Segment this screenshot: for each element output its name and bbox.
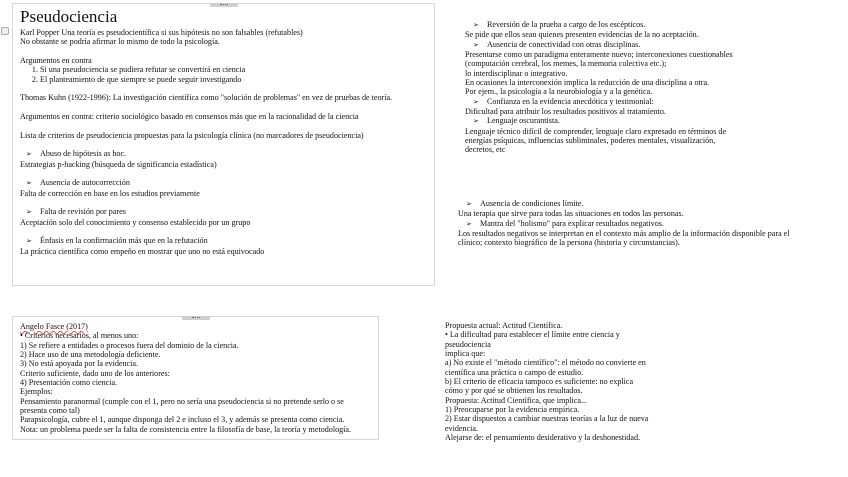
- arrow-bullet-icon: ➢: [473, 21, 479, 29]
- text-line: científica una práctica o campo de estudio.: [445, 367, 584, 377]
- note-boundary-conditions[interactable]: [458, 199, 838, 248]
- criterion-body: clínico; contexto biográfico de la persona (historia y circunstancias).: [458, 238, 680, 248]
- criterion-heading: ➢ Mantra del "holismo" para explicar resultados negativos.: [466, 218, 664, 228]
- container-drag-handle[interactable]: [210, 3, 238, 7]
- text-line: Criterio suficiente, dado uno de los anteriores:: [20, 368, 170, 378]
- criterion-body: Presentarse como un paradigma enteramente nuevo; interconexiones cuestionables: [465, 50, 733, 60]
- criterion-heading: ➢ Abuso de hipótesis as hoc.: [26, 149, 127, 159]
- author-heading: Angelo Fasce (2017): [20, 322, 88, 331]
- text-line: cómo y por qué se obtienen los resultados.: [445, 386, 583, 396]
- arrow-bullet-icon: ➢: [473, 97, 479, 106]
- criterion-heading: ➢ Énfasis en la confirmación más que en la refutación: [26, 236, 208, 246]
- text-line: 2) Estar dispuestos a cambiar nuestras teorías a la luz de nueva: [445, 414, 649, 424]
- arrow-bullet-icon: ➢: [473, 117, 479, 126]
- criterion-body: lo interdisciplinar o integrativo.: [465, 68, 568, 78]
- criterion-body: decretos, etc: [465, 145, 506, 155]
- note-container-fasce[interactable]: [12, 316, 379, 440]
- criterion-body: Estrategias p-hacking (búsqueda de significancia estadística): [20, 159, 217, 169]
- arrow-bullet-icon: ➢: [26, 150, 32, 159]
- criterion-heading: ➢ Ausencia de autocorrección: [26, 178, 130, 188]
- criterion-heading: ➢ Falta de revisión por pares: [26, 207, 126, 217]
- intro-line: Karl Popper Una teoría es pseudocientífica si sus hipótesis no son falsables (refutables): [20, 28, 303, 37]
- text-line: Parapsicología, cubre el 1, aunque disponga del 2 e incluso el 3, y además se presenta como ciencia.: [20, 415, 345, 425]
- kuhn-paragraph: Thomas Kuhn (1922-1996): La investigación científica como "solución de problemas" en vez de pruebas de teoría.: [20, 93, 393, 103]
- criterion-body: La práctica científica como empeño en mostrar que uno no está equivocado: [20, 246, 265, 256]
- criterion-body: Los resultados negativos se interpretan en el contexto más amplio de la información disponible para el: [458, 229, 790, 239]
- arrow-bullet-icon: ➢: [466, 200, 472, 208]
- text-line: Ejemplos:: [20, 387, 53, 397]
- criterion-body: Se pide que ellos sean quienes presenten evidencias de la no aceptación.: [465, 30, 699, 40]
- criteria-list-title: Lista de criterios de pseudociencia propuestas para la psicología clínica (no marcadores de pseudociencia): [20, 130, 364, 140]
- criterion-body: Lenguaje técnico difícil de comprender, lenguaje claro expresado en términos de: [465, 126, 727, 136]
- text-line: 1) Preocuparse por la evidencia empírica.: [445, 405, 580, 415]
- arrow-bullet-icon: ➢: [26, 208, 32, 217]
- text-line: Pensamiento paranormal (cumple con el 1, pero no sería una pseudociencia si no pretende serlo o se: [20, 396, 344, 406]
- arrow-bullet-icon: ➢: [466, 219, 472, 228]
- arrow-bullet-icon: ➢: [26, 179, 32, 188]
- note-scientific-attitude[interactable]: [445, 321, 705, 442]
- text-line: presenta como tal): [20, 406, 80, 416]
- criterion-heading: ➢ Reversión de la prueba a cargo de los escépticos.: [473, 20, 646, 29]
- list-item: 1. Si una pseudociencia se pudiera refutar se convertirá en ciencia: [40, 65, 434, 74]
- text-line: implica que:: [445, 349, 486, 359]
- text-line: b) El criterio de eficacia tampoco es suficiente: no explica: [445, 377, 634, 387]
- text-line: 2) Hace uso de una metodología deficiente.: [20, 350, 161, 360]
- text-line: pseudociencia: [445, 339, 491, 349]
- text-line: Alejarse de: el pensamiento desiderativo y la deshonestidad.: [445, 433, 641, 443]
- list-item: 2. El planteamiento de que siempre se puede seguir investigando: [40, 75, 434, 84]
- page-side-handle[interactable]: [1, 27, 9, 35]
- note-criteria-continued[interactable]: [465, 20, 835, 155]
- criterion-body: En ocasiones la interconexión implica la reducción de una disciplina a otra.: [465, 78, 710, 88]
- text-line: • Criterios necesarios, al menos uno:: [20, 331, 139, 341]
- criterion-heading: ➢ Ausencia de condiciones límite.: [466, 199, 584, 208]
- criterion-body: Una terapia que sirve para todas las situaciones en todos las personas.: [458, 209, 684, 219]
- arguments-title: Argumentos en contra: [20, 55, 92, 65]
- criterion-body: Por ejem., la psicología a la neurobiología y a la genética.: [465, 87, 653, 97]
- text-line: Nota: un problema puede ser la falta de consistencia entre la filosofía de base, la teoría y metodología.: [20, 424, 352, 434]
- criterion-heading: ➢ Confianza en la evidencia anecdótica y testimonial:: [473, 96, 654, 106]
- page-title: Pseudociencia: [20, 7, 118, 26]
- text-line: • La dificultad para establecer el límite entre ciencia y: [445, 330, 620, 340]
- criterion-body: Aceptación solo del conocimiento y consenso establecido por un grupo: [20, 217, 251, 227]
- arrow-bullet-icon: ➢: [473, 40, 479, 49]
- container-drag-handle[interactable]: [182, 316, 210, 320]
- text-line: 3) No está apoyada por la evidencia.: [20, 359, 138, 369]
- arguments-list: [20, 65, 434, 84]
- note-container-pseudociencia[interactable]: [12, 3, 435, 286]
- criterion-body: (computación cerebral, los memes, la memoria colectiva etc.);: [465, 59, 667, 69]
- text-line: Propuesta actual: Actitud Científica.: [445, 321, 563, 330]
- kuhn-arguments: Argumentos en contra: criterio sociológico basado en consensos más que en la racionalidad de la ciencia: [20, 111, 359, 121]
- criterion-heading: ➢ Ausencia de conectividad con otras disciplinas.: [473, 39, 641, 49]
- criterion-body: Falta de corrección en base en los estudios previamente: [20, 188, 200, 198]
- arrow-bullet-icon: ➢: [26, 237, 32, 246]
- text-line: 1) Se refiere a entidades o procesos fuera del dominio de la ciencia.: [20, 340, 239, 350]
- text-line: 4) Presentación como ciencia.: [20, 378, 118, 388]
- text-line: a) No existe el "método científico": el método no convierte en: [445, 358, 646, 368]
- criterion-body: energías psíquicas, influencias subliminales, poderes mentales, visualización,: [465, 136, 716, 146]
- criterion-heading: ➢ Lenguaje oscurantista.: [473, 116, 560, 126]
- intro-line: No obstante se podría afirmar lo mismo de todo la psicología.: [20, 37, 220, 47]
- criterion-body: Dificultad para atribuir los resultados positivos al tratamiento.: [465, 107, 666, 117]
- text-line: evidencia.: [445, 423, 479, 433]
- text-line: Propuesta: Actitud Científica, que implica...: [445, 395, 588, 405]
